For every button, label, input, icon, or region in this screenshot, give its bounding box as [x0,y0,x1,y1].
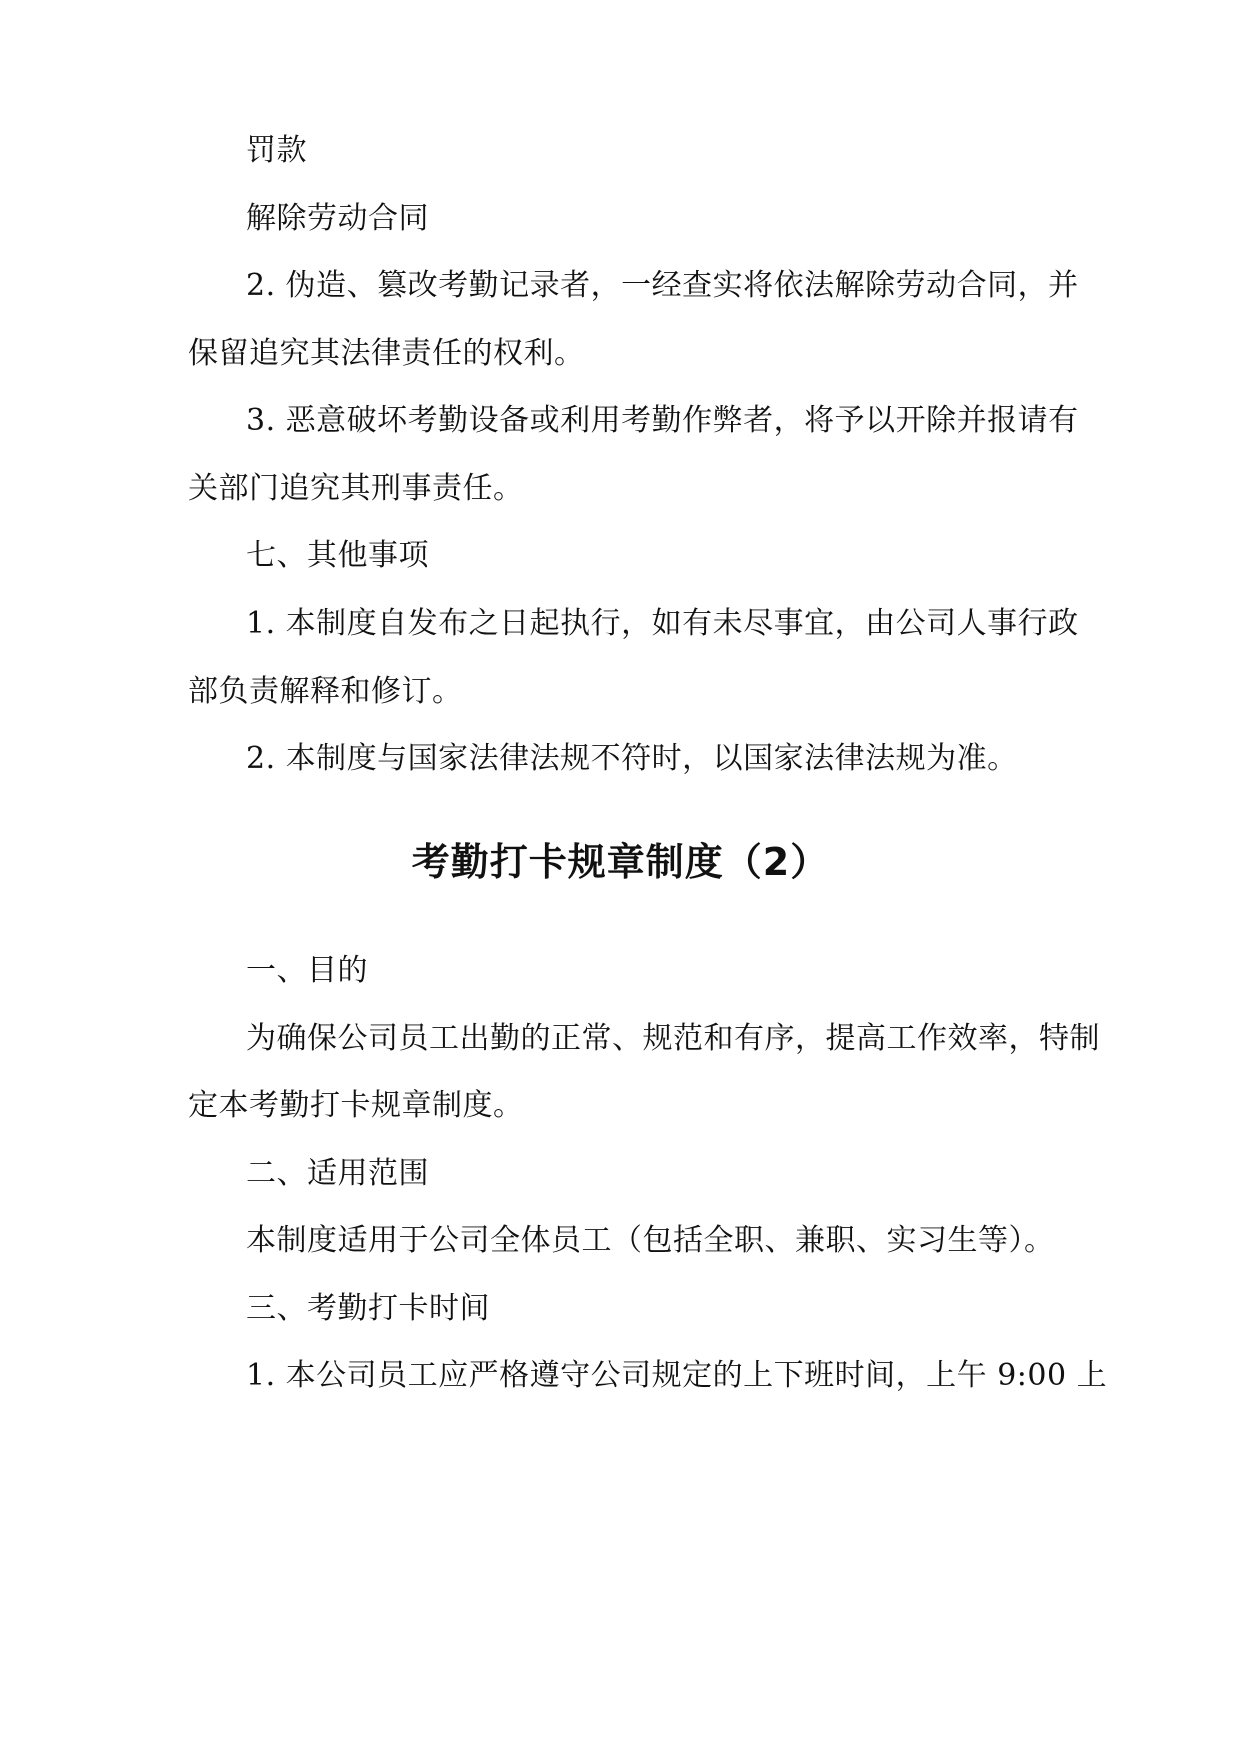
paragraph-line: 保留追究其法律责任的权利。 [188,336,585,371]
section-heading: 七、其他事项 [246,538,429,573]
section-heading: 三、考勤打卡时间 [246,1291,490,1326]
paragraph-line: 2. 伪造、篡改考勤记录者，一经查实将依法解除劳动合同，并 [246,268,1079,303]
paragraph-line: 为确保公司员工出勤的正常、规范和有序，提高工作效率，特制 [246,1021,1100,1056]
paragraph-line: 关部门追究其刑事责任。 [188,471,524,506]
section-heading: 二、适用范围 [246,1156,429,1191]
paragraph-line: 本制度适用于公司全体员工（包括全职、兼职、实习生等）。 [246,1223,1055,1258]
paragraph-line: 3. 恶意破坏考勤设备或利用考勤作弊者，将予以开除并报请有 [246,403,1079,438]
paragraph-line: 部负责解释和修订。 [188,674,463,709]
paragraph-line: 1. 本制度自发布之日起执行，如有未尽事宜，由公司人事行政 [246,606,1079,641]
paragraph-line: 罚款 [246,133,307,168]
paragraph-line: 2. 本制度与国家法律法规不符时，以国家法律法规为准。 [246,741,1018,776]
section-heading: 一、目的 [246,953,368,988]
paragraph-line: 定本考勤打卡规章制度。 [188,1088,524,1123]
paragraph-line: 1. 本公司员工应严格遵守公司规定的上下班时间，上午 9:00 上 [246,1358,1108,1393]
document-title: 考勤打卡规章制度（2） [411,840,830,884]
paragraph-line: 解除劳动合同 [246,201,429,236]
